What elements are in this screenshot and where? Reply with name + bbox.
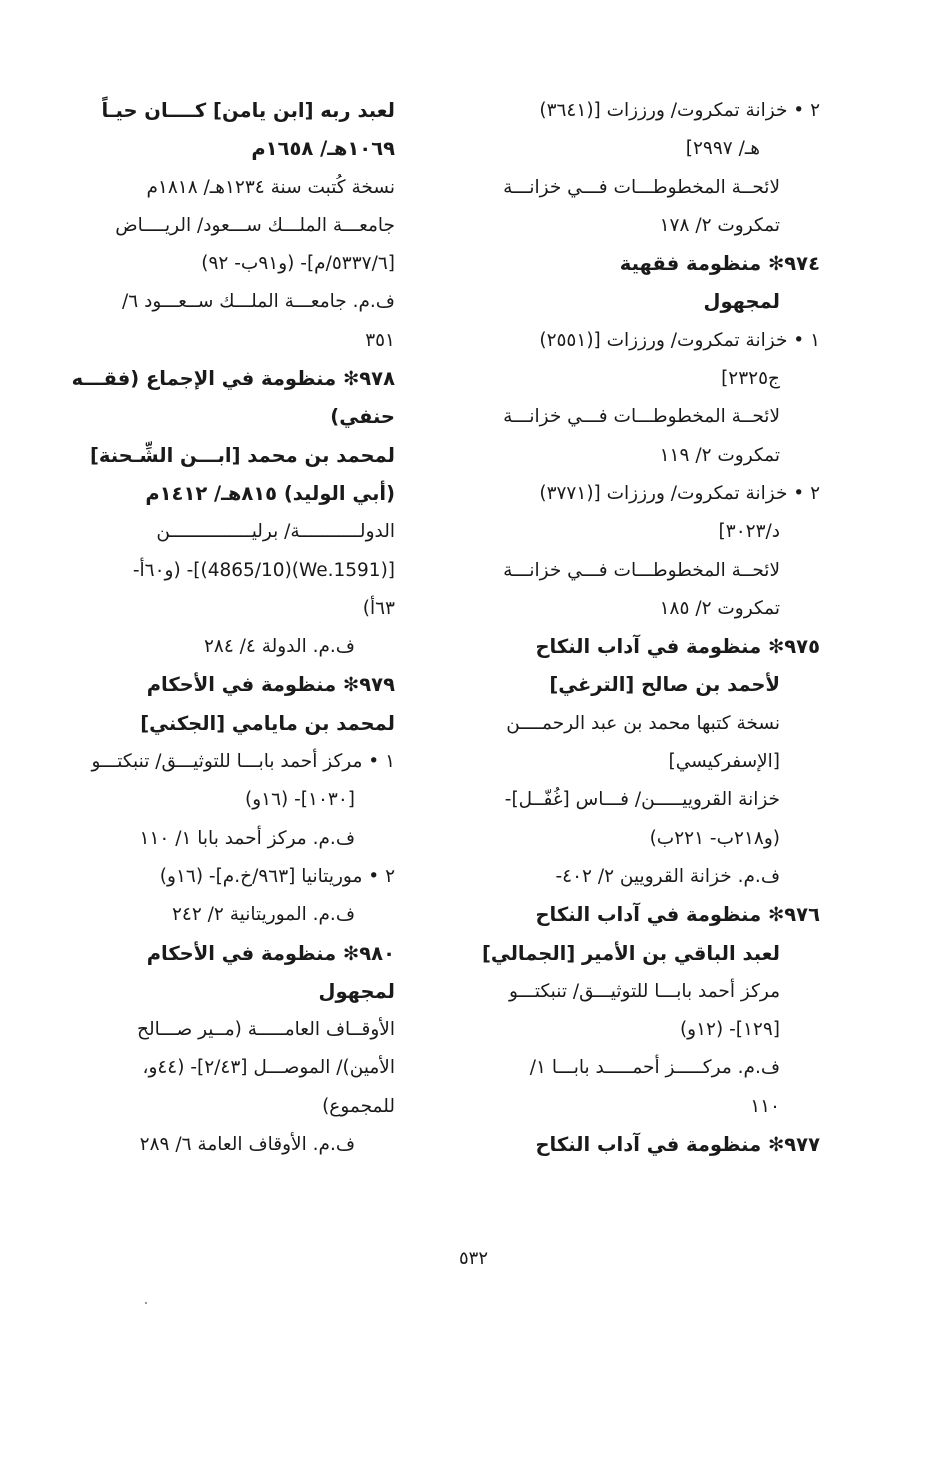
text-line: [١٢٩]- (١٢و): [679, 1019, 780, 1041]
text-line: [١٠٣٠]- (١٦و): [245, 789, 355, 811]
text-line: ٩٧٩✻ منظومة في الأحكام: [146, 673, 395, 697]
text-line: ف.م. الموريتانية ٢/ ٢٤٢: [171, 904, 355, 926]
text-line: ٩٧٨✻ منظومة في الإجماع (فقـــه: [71, 367, 395, 391]
text-line: ف.م. خزانة القرويين ٢/ ٤٠٢-: [555, 865, 780, 887]
text-line: لمحمد بن محمد [ابـــن الشِّـحنة]: [89, 443, 395, 467]
text-line: لائحــة المخطوطـــات فـــي خزانـــة: [503, 559, 780, 581]
text-line: د/٣٠٢٣]: [718, 521, 780, 543]
text-line: ٢ • خزانة تمكروت/ ورززات [(٣٧٧١): [539, 482, 820, 504]
text-line: ٩٧٧✻ منظومة في آداب النكاح: [535, 1133, 820, 1157]
text-line: ف.م. الدولة ٤/ ٢٨٤: [203, 636, 355, 658]
text-line: ١٠٦٩هـ/ ١٦٥٨م: [251, 137, 395, 161]
text-line: (أبي الوليد) ٨١٥هـ/ ١٤١٢م: [145, 481, 395, 505]
text-line: [(We.1591)(4865/10)]- (و٦٠أ-: [132, 559, 395, 581]
text-line: تمكروت ٢/ ١٧٨: [659, 214, 780, 236]
text-line: ف.م. مركز أحمد بابا ١/ ١١٠: [139, 827, 355, 849]
text-line: لمجهول: [703, 290, 780, 314]
text-line: ف.م. جامعـــة الملـــك ســعـــود ٦/: [122, 291, 395, 313]
text-line: ٩٧٦✻ منظومة في آداب النكاح: [535, 903, 820, 927]
text-line: ج٢٣٢٥]: [721, 368, 780, 390]
text-line: ٢ • خزانة تمكروت/ ورززات [(٣٦٤١): [539, 100, 820, 121]
text-line: الأمين)/ الموصـــل [٢/٤٣]- (٤٤و،: [142, 1057, 395, 1079]
text-line: نسخة كُتبت سنة ١٢٣٤هـ/ ١٨١٨م: [146, 176, 395, 198]
text-line: هـ/ ٢٩٩٧]: [685, 138, 760, 160]
text-line: حنفي): [330, 405, 395, 429]
text-line: ٦٣أ): [362, 597, 395, 619]
text-line: ٩٧٥✻ منظومة في آداب النكاح: [535, 635, 820, 659]
text-line: ٢ • موريتانيا [٩٦٣/خ.م]- (١٦و): [159, 865, 395, 887]
text-line: لمحمد بن مايامي [الجكني]: [140, 711, 395, 735]
text-line: ٩٧٤✻ منظومة فقهية: [619, 252, 820, 276]
text-line: ٣٥١: [365, 329, 395, 351]
text-line: خزانة القروييـــــن/ فـــاس [غُفّــل]-: [504, 789, 780, 811]
text-line: نسخة كتبها محمد بن عبد الرحمــــن: [506, 712, 780, 734]
text-line: لعبد الباقي بن الأمير [الجمالي]: [481, 941, 780, 965]
text-line: لائحــة المخطوطـــات فـــي خزانـــة: [503, 406, 780, 428]
text-line: تمكروت ٢/ ١١٩: [659, 444, 780, 466]
text-line: [الإسفركيسي]: [668, 751, 780, 773]
text-line: تمكروت ٢/ ١٨٥: [659, 597, 780, 619]
text-line: ف.م. مركـــــز أحمـــــد بابـــا ١/: [529, 1057, 780, 1079]
text-line: الدولـــــــــــة/ برليـــــــــــــــن: [156, 521, 395, 543]
text-line: للمجموع): [322, 1095, 395, 1117]
text-line: مركز أحمد بابـــا للتوثيـــق/ تنبكتـــو: [509, 980, 780, 1002]
text-line: ١ • خزانة تمكروت/ ورززات [(٢٥٥١): [539, 329, 820, 351]
text-line: [٥٣٣٧/٦/م]- (و٩١ب- ٩٢): [201, 253, 395, 275]
right-column: [470, 92, 820, 1164]
left-column: [71, 92, 395, 1164]
text-line: (و٢١٨ب- ٢٢١ب): [649, 827, 780, 849]
page-number: ٥٣٢: [458, 1248, 488, 1269]
text-line: لائحــة المخطوطـــات فـــي خزانـــة: [503, 176, 780, 198]
scan-speck: [145, 1302, 147, 1304]
text-line: ٩٨٠✻ منظومة في الأحكام: [146, 941, 395, 965]
text-line: ف.م. الأوقاف العامة ٦/ ٢٨٩: [139, 1134, 355, 1156]
text-line: ١ • مركز أحمد بابـــا للتوثيـــق/ تنبكتـــو: [91, 751, 395, 773]
text-line: الأوقــاف العامـــــة (مــير صـــالح: [137, 1019, 395, 1041]
text-line: جامعـــة الملـــك ســـعود/ الريــــاض: [115, 214, 395, 236]
text-line: لعبد ربه [ابن يامن] كــــان حيـاً: [101, 99, 395, 122]
text-line: لأحمد بن صالح [الترغي]: [549, 673, 780, 697]
text-line: لمجهول: [318, 979, 395, 1003]
text-line: ١١٠: [750, 1095, 780, 1117]
